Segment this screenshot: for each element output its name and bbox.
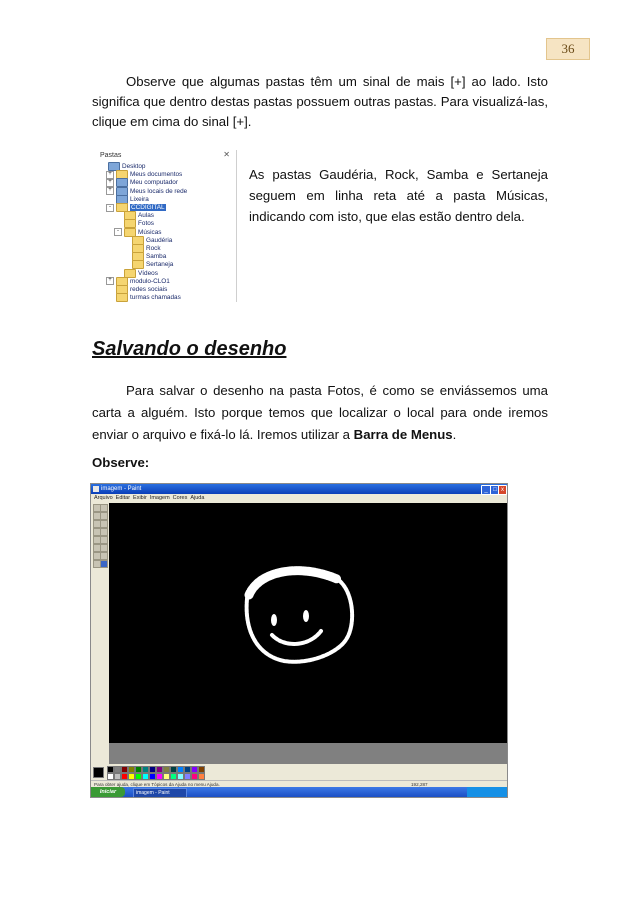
paint-toolbox <box>93 504 107 574</box>
expand-toggle-icon: + <box>106 277 114 285</box>
tree-item <box>106 293 181 302</box>
palette-swatch <box>191 766 198 773</box>
folder-icon <box>116 293 128 302</box>
palette-swatch <box>156 766 163 773</box>
palette-swatch <box>142 766 149 773</box>
tree-item-label: Músicas <box>138 228 162 236</box>
paint-menubar <box>91 494 507 502</box>
palette-swatch <box>198 766 205 773</box>
section-title: Salvando o desenho <box>92 338 287 360</box>
tree-item-label: Desktop <box>122 163 146 171</box>
palette-swatch <box>170 766 177 773</box>
tree-item-label: Rock <box>146 245 161 253</box>
expand-toggle-icon: - <box>114 228 122 236</box>
paint-menu-item: Cores <box>172 495 188 501</box>
palette-swatch <box>149 773 156 780</box>
expand-toggle-icon: + <box>106 187 114 195</box>
palette-swatch <box>128 773 135 780</box>
palette-swatch <box>121 766 128 773</box>
paint-title: imagem - Paint <box>101 486 142 492</box>
intro-text: Observe que algumas pastas têm um sinal de mais [+] ao lado. Isto significa que dentro destas pastas possuem outras pastas. Para visualizá-las, clique em cima do sinal [+]. <box>92 74 548 129</box>
expand-toggle-icon: + <box>106 171 114 179</box>
save-text-bold: Barra de Menus <box>353 427 453 442</box>
tree-paragraph: As pastas Gaudéria, Rock, Samba e Sertaneja seguem em linha reta até a pasta Músicas, indicando com isto, que elas estão dentro dela. <box>249 167 548 224</box>
tree-item-label: Samba <box>146 253 167 261</box>
tree-item-label: Sertaneja <box>146 261 174 269</box>
palette-swatch <box>121 773 128 780</box>
tree-item-label: Lixeira <box>130 195 149 203</box>
palette-swatch <box>177 773 184 780</box>
paint-palette <box>91 765 507 779</box>
palette-swatch <box>156 773 163 780</box>
save-paragraph <box>92 380 548 446</box>
folder-tree-screenshot <box>94 150 237 302</box>
palette-swatch <box>142 773 149 780</box>
intro-paragraph <box>92 72 548 132</box>
tree-item-label: redes sociais <box>130 286 168 294</box>
paint-titlebar <box>91 484 507 494</box>
palette-swatch <box>191 773 198 780</box>
maximize-icon: □ <box>490 485 500 495</box>
save-text-after: . <box>452 427 457 442</box>
paint-menu-item: Ajuda <box>190 495 205 501</box>
palette-swatch <box>135 773 142 780</box>
tree-item-label: Meus documentos <box>130 171 183 179</box>
tree-item-label: Fotos <box>138 220 154 228</box>
smile <box>272 631 321 644</box>
close-icon: ✕ <box>223 150 230 159</box>
palette-swatch <box>114 773 121 780</box>
status-coordinates: 192,287 <box>411 782 428 787</box>
palette-swatch <box>149 766 156 773</box>
paint-tool-icon <box>100 528 108 536</box>
palette-swatch <box>184 773 191 780</box>
page-number: 36 <box>546 38 590 60</box>
palette-swatch <box>177 766 184 773</box>
palette-swatch <box>107 766 114 773</box>
tree-item-label: Meu computador <box>130 179 178 187</box>
tree-item-label: Vídeos <box>138 269 158 277</box>
expand-toggle-icon: - <box>106 204 114 212</box>
save-text-before: Para salvar o desenho na pasta Fotos, é como se enviássemos uma carta a alguém. Isto porque temos que localizar o local para onde iremos enviar o arquivo e fixá-lo lá. Iremos utilizar a <box>92 383 548 442</box>
tree-item-label: Gaudéria <box>146 236 173 244</box>
tree-item-label: CCDIGITAL <box>131 204 165 212</box>
palette-swatch <box>128 766 135 773</box>
tree-item-label: modulo-CLO1 <box>130 277 170 285</box>
status-help-text: Para obter ajuda, clique em Tópicos da Ajuda no menu Ajuda. <box>94 782 220 787</box>
right-eye <box>303 610 309 622</box>
tree-item-label: turmas chamadas <box>130 294 181 302</box>
tree-item-label: Aulas <box>138 212 154 220</box>
hair <box>249 571 337 595</box>
paint-tool-icon <box>100 544 108 552</box>
observe-label: Observe: <box>92 455 150 470</box>
paint-tool-icon <box>100 504 108 512</box>
palette-swatch <box>107 773 114 780</box>
paint-tool-icon <box>100 520 108 528</box>
paint-tool-icon <box>100 536 108 544</box>
palette-swatch <box>163 766 170 773</box>
paint-menu-item: Arquivo <box>94 495 113 501</box>
system-tray <box>467 787 507 797</box>
paint-canvas-area <box>109 503 507 764</box>
palette-swatch <box>198 773 205 780</box>
palette-swatch <box>135 766 142 773</box>
taskbar <box>91 787 507 797</box>
paint-tool-icon <box>100 560 108 568</box>
palette-swatch <box>170 773 177 780</box>
palette-swatch <box>184 766 191 773</box>
paint-app-icon <box>93 486 99 492</box>
paint-tool-icon <box>100 552 108 560</box>
palette-swatch <box>163 773 170 780</box>
start-button: Iniciar <box>91 787 125 797</box>
tree-item-label: Meus locais de rede <box>130 187 188 195</box>
left-eye <box>271 614 277 626</box>
paint-screenshot <box>90 483 508 798</box>
expand-toggle-icon: + <box>106 179 114 187</box>
close-window-icon: x <box>498 485 507 495</box>
paint-menu-item: Imagem <box>149 495 170 501</box>
paint-canvas <box>109 503 507 743</box>
paint-menu-item: Exibir <box>133 495 147 501</box>
smiley-drawing <box>109 503 507 743</box>
folder-tree-header: Pastas <box>100 152 122 159</box>
taskbar-item-paint: imagem - Paint <box>133 788 187 798</box>
paint-tool-icon <box>100 512 108 520</box>
minimize-icon: _ <box>481 485 491 495</box>
palette-swatch <box>114 766 121 773</box>
paint-menu-item: Editar <box>115 495 131 501</box>
current-color-swatch <box>93 767 104 778</box>
